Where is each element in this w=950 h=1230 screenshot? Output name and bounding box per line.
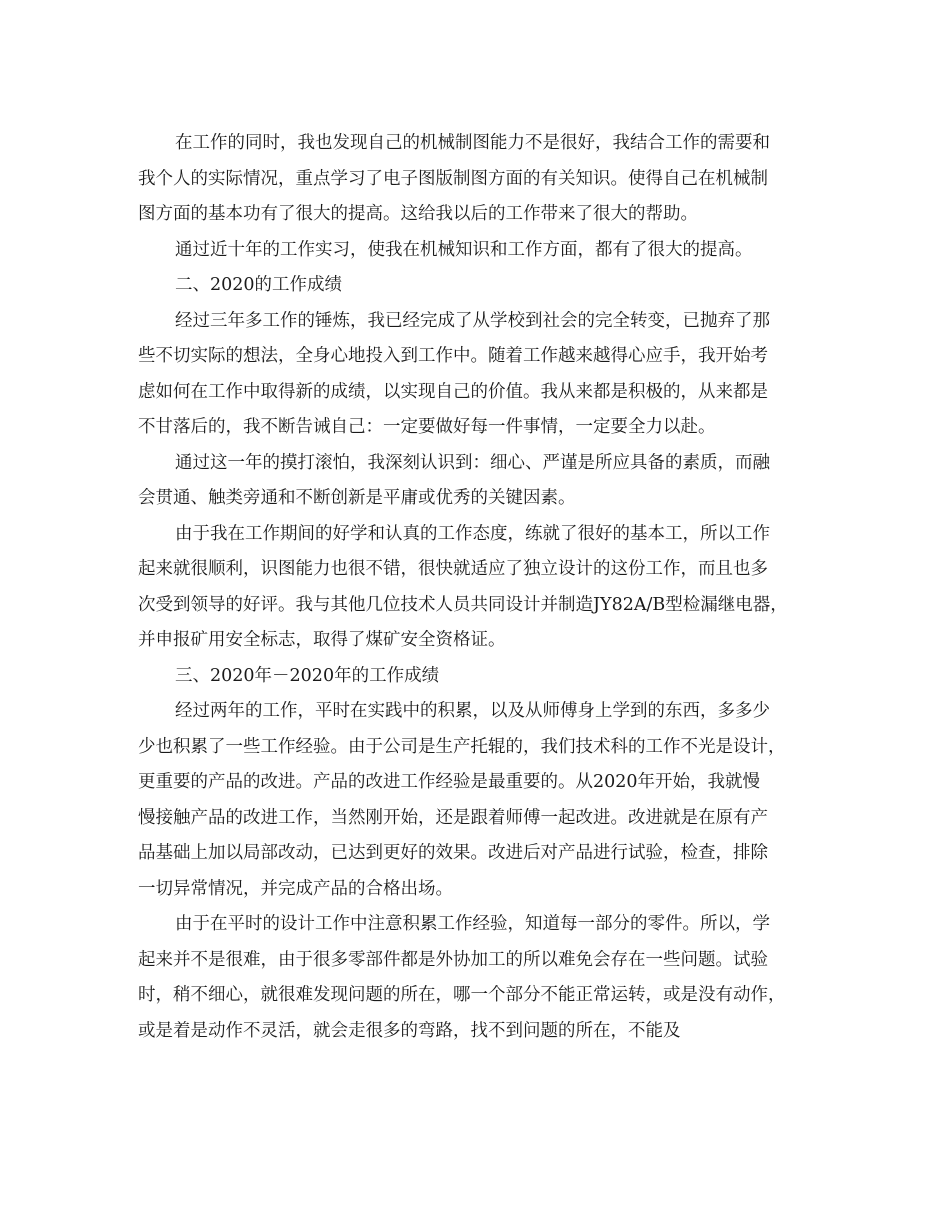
text-line: 或是着是动作不灵活，就会走很多的弯路，找不到问题的所在，不能及 — [138, 1020, 681, 1041]
text-line: 由于在平时的设计工作中注意积累工作经验，知道每一部分的零件。所以，学 — [175, 914, 770, 934]
text-line: 我个人的实际情况，重点学习了电子图版制图方面的有关知识。使得自己在机械制 — [138, 168, 768, 189]
text-line: 一切异常情况，并完成产品的合格出场。 — [138, 878, 453, 899]
text-line: 起来并不是很难，由于很多零部件都是外协加工的所以难免会存在一些问题。试验 — [138, 949, 768, 970]
text-line: 通过近十年的工作实习，使我在机械知识和工作方面，都有了很大的提高。 — [175, 239, 753, 260]
text-line: 由于我在工作期间的好学和认真的工作态度，练就了很好的基本工，所以工作 — [175, 523, 770, 544]
text-line: 经过三年多工作的锤炼，我已经完成了从学校到社会的完全转变，已抛弃了那 — [175, 310, 770, 331]
text-line: 虑如何在工作中取得新的成绩，以实现自己的价值。我从来都是积极的，从来都是 — [138, 381, 768, 402]
text-line: 三、2020年－2020年的工作成绩 — [175, 665, 440, 686]
text-line: 在工作的同时，我也发现自己的机械制图能力不是很好，我结合工作的需要和 — [175, 133, 770, 153]
text-line: 次受到领导的好评。我与其他几位技术人员共同设计并制造JY82A/B型检漏继电器， — [138, 594, 788, 615]
text-line: 慢接触产品的改进工作，当然刚开始，还是跟着师傅一起改进。改进就是在原有产 — [138, 807, 768, 828]
text-line: 图方面的基本功有了很大的提高。这给我以后的工作带来了很大的帮助。 — [138, 204, 698, 224]
text-line: 会贯通、触类旁通和不断创新是平庸或优秀的关键因素。 — [138, 488, 576, 508]
text-line: 并申报矿用安全标志，取得了煤矿安全资格证。 — [138, 630, 506, 650]
text-line: 更重要的产品的改进。产品的改进工作经验是最重要的。从2020年开始，我就慢 — [138, 772, 761, 792]
text-line: 不甘落后的，我不断告诫自己：一定要做好每一件事情，一定要全力以赴。 — [138, 417, 716, 437]
text-line: 时，稍不细心，就很难发现问题的所在，哪一个部分不能正常运转，或是没有动作， — [138, 985, 786, 1005]
text-line: 品基础上加以局部改动，已达到更好的效果。改进后对产品进行试验，检查，排除 — [138, 843, 768, 863]
document-body — [138, 126, 818, 1049]
text-line: 经过两年的工作，平时在实践中的积累，以及从师傅身上学到的东西，多多少 — [175, 701, 770, 721]
text-line: 二、2020的工作成绩 — [175, 275, 343, 295]
text-line: 些不切实际的想法，全身心地投入到工作中。随着工作越来越得心应手，我开始考 — [138, 346, 768, 366]
text-line: 起来就很顺利，识图能力也很不错，很快就适应了独立设计的这份工作，而且也多 — [138, 559, 768, 579]
text-line: 通过这一年的摸打滚怕，我深刻认识到：细心、严谨是所应具备的素质，而融 — [175, 452, 770, 473]
text-line: 少也积累了一些工作经验。由于公司是生产托辊的，我们技术科的工作不光是设计， — [138, 736, 786, 757]
